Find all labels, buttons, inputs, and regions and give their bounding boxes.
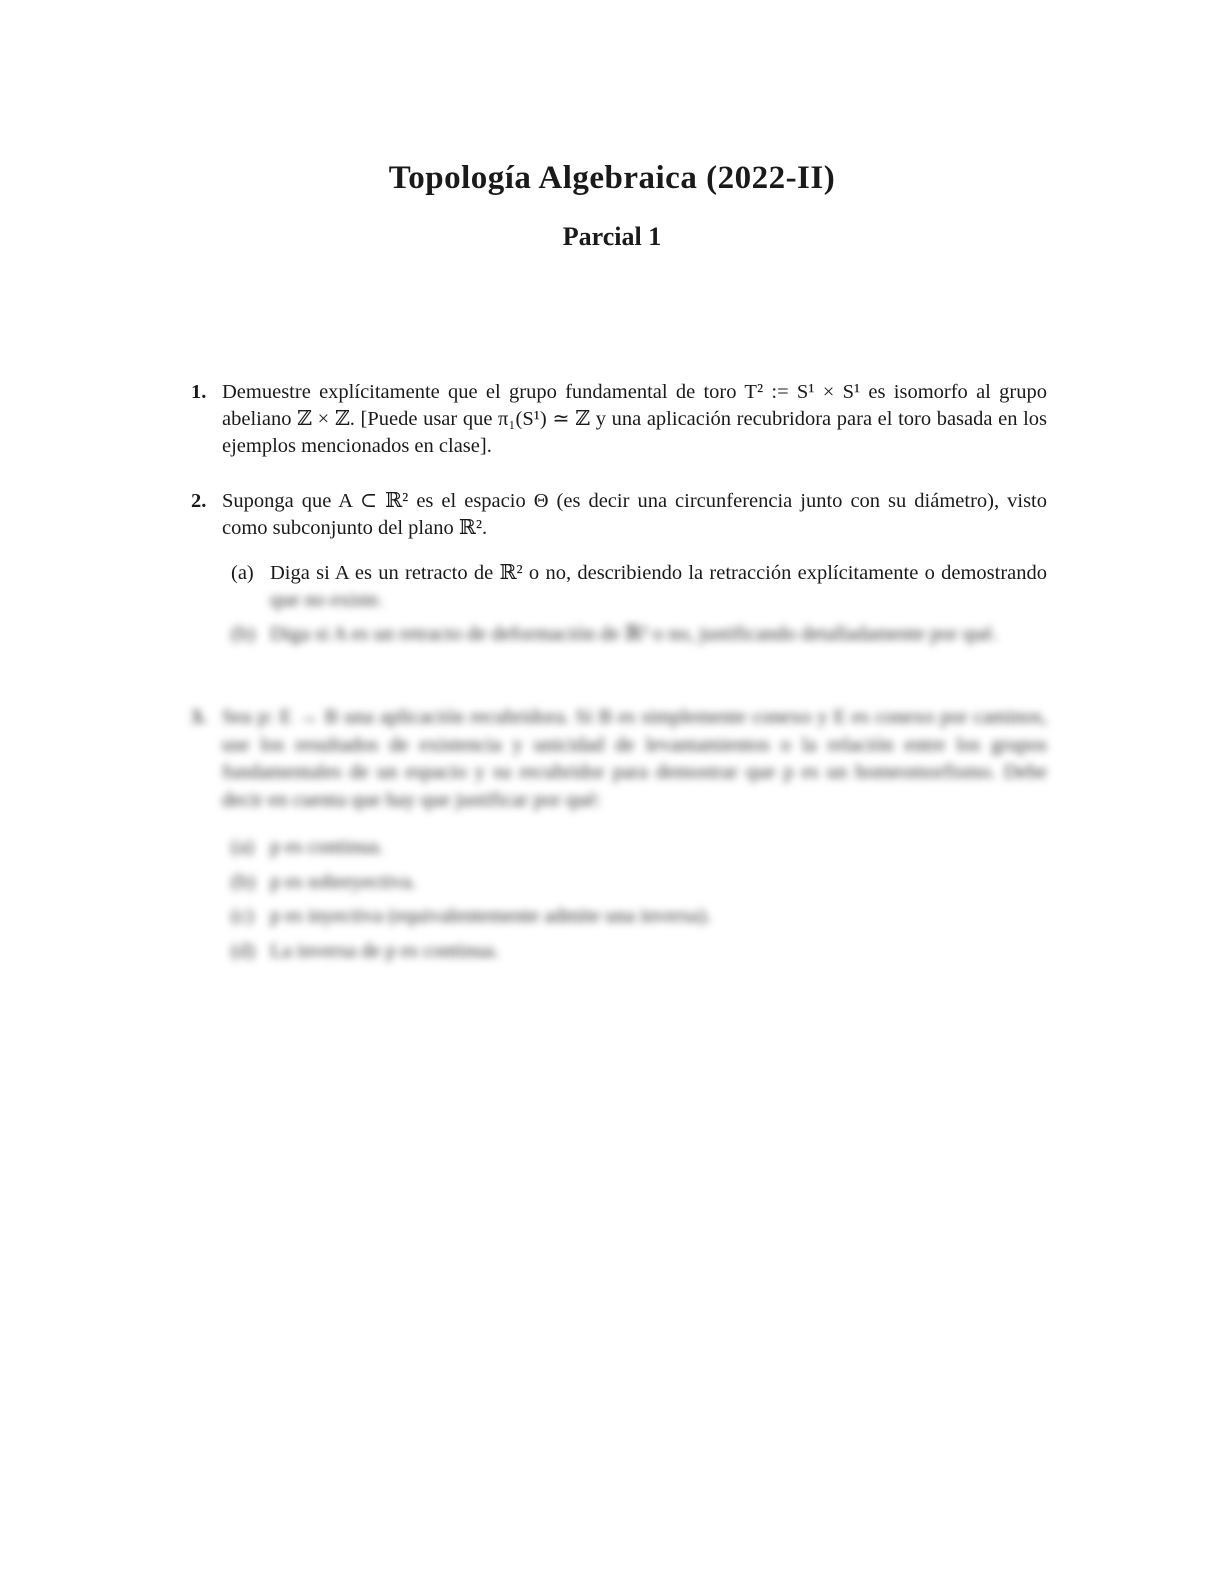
part-text: Diga si A es un retracto de deformación de ℝ² o no, justificando detalladamente por qué.: [270, 623, 998, 645]
problem-2b: [231, 621, 1047, 648]
part-label: (a): [231, 562, 254, 584]
list-item: [231, 899, 1047, 934]
part-text: p es sobreyectiva.: [270, 870, 417, 893]
part-label: (b): [231, 623, 255, 645]
part-text: p es inyectiva (equivalentemente admite una inversa).: [270, 905, 712, 927]
part-text-blurred: que no existe.: [270, 589, 384, 611]
problem-2a-blurred-continuation: [231, 587, 1047, 611]
problem-text: Sea p: E → B una aplicación recubridora. Si B es simplemente conexo y E es conexo por caminos, use los resultados de existencia y unicidad de levantamientos o la relación entre los grupos fundamentales de un espacio y su recubridor para demostrar que p es un homeomorfismo. Debe decir en cuenta que hay que justificar por qué:: [222, 706, 1047, 811]
problem-text: Demuestre explícitamente que el grupo fundamental de toro T² := S¹ × S¹ es isomorfo al grupo abeliano ℤ × ℤ. [Puede usar que π₁(S¹) ≃ ℤ y una aplicación recubridora para el toro basada en los ejemplos mencionados en clase].: [222, 381, 1047, 457]
problem-1: [191, 379, 1047, 460]
document-subtitle: Parcial 1: [562, 222, 662, 251]
list-item: [231, 934, 1047, 969]
part-label: (c): [231, 905, 254, 927]
problem-3: [191, 704, 1047, 814]
part-text: La inversa de p es continua.: [270, 939, 499, 962]
part-label: (d): [231, 939, 255, 962]
list-item: [231, 830, 1047, 865]
list-item: [231, 865, 1047, 900]
problem-2a: [231, 560, 1047, 587]
problem-2: [191, 488, 1047, 542]
problem-number: 1.: [191, 381, 207, 403]
part-label: (a): [231, 836, 254, 858]
part-text: Diga si A es un retracto de ℝ² o no, describiendo la retracción explícitamente o demostrando: [270, 562, 1047, 584]
problem-number: 2.: [191, 490, 207, 512]
problem-number: 3.: [191, 706, 207, 728]
document-title: Topología Algebraica (2022-II): [388, 160, 836, 196]
part-text: p es continua.: [270, 836, 384, 858]
problem-text: Suponga que A ⊂ ℝ² es el espacio Θ (es decir una circunferencia junto con su diámetro), visto como subconjunto del plano ℝ².: [222, 490, 1047, 539]
part-label: (b): [231, 870, 255, 893]
problem-3-parts: [231, 830, 1047, 968]
